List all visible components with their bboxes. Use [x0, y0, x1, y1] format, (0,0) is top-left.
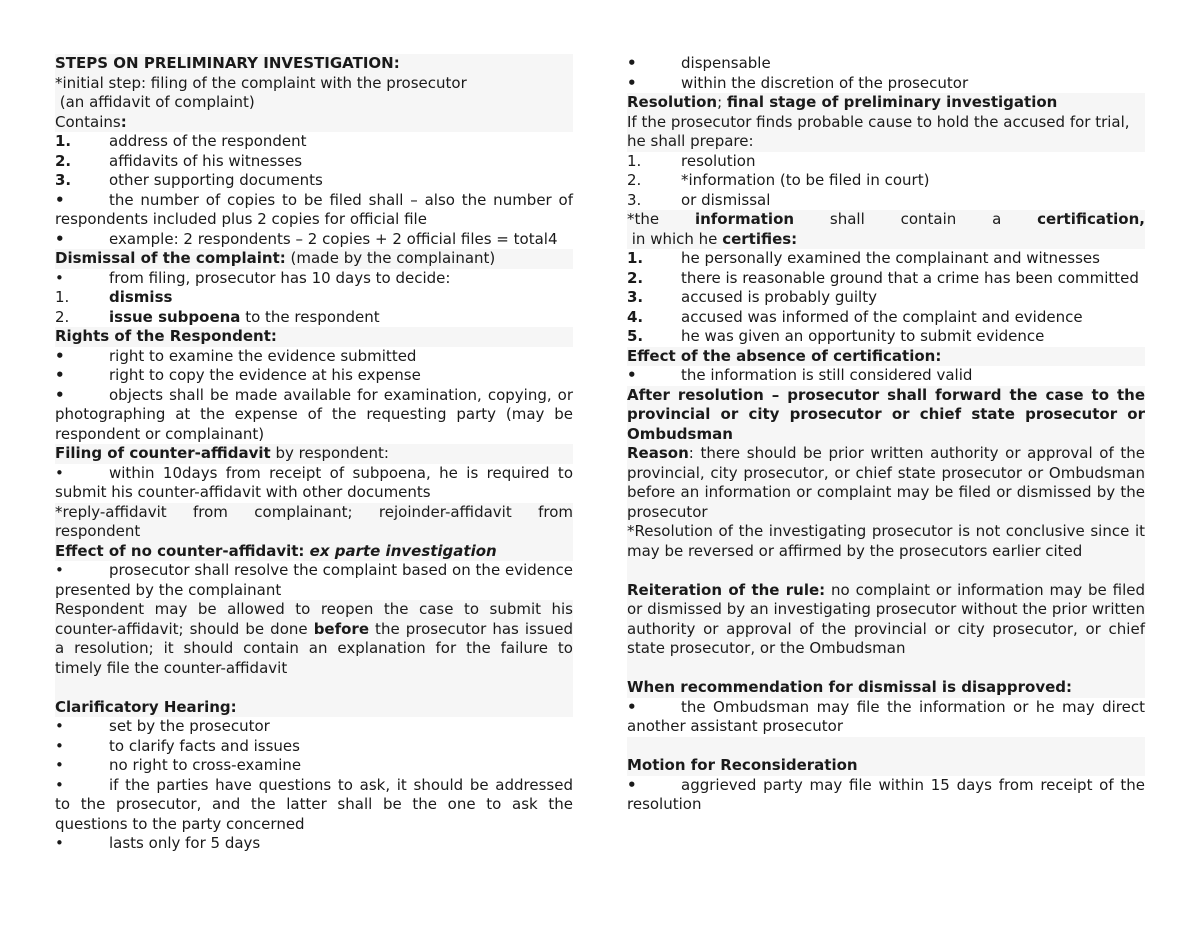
bullet-icon: •	[55, 834, 64, 852]
list-item: 2. affidavits of his witnesses	[55, 151, 303, 170]
clarificatory-item: • no right to cross-examine	[55, 756, 302, 774]
bullet-icon: •	[55, 268, 64, 287]
top-item: • dispensable	[627, 54, 771, 72]
decide-item-subpoena: 2. issue subpoena to the respondent	[55, 307, 380, 326]
bullet-icon: •	[55, 346, 65, 365]
resolve-bullet: • prosecutor shall resolve the complaint based on the evidence presented by the complainant	[55, 561, 573, 599]
bullet-icon: •	[55, 366, 65, 384]
certification-item: 4. accused was informed of the complaint and evidence	[627, 307, 1083, 326]
prepare-item: 3. or dismissal	[627, 190, 771, 209]
list-item: 1. address of the respondent	[55, 132, 307, 150]
clarificatory-item: • lasts only for 5 days	[55, 834, 261, 852]
absence-heading: Effect of the absence of certification:	[627, 347, 1145, 367]
after-resolution-heading: After resolution – prosecutor shall forward the case to the provincial or city prosecutor or chief state prosecutor or Ombudsman	[627, 385, 1145, 443]
list-item: 3. other supporting documents	[55, 171, 323, 189]
clarificatory-item: • if the parties have questions to ask, it should be addressed to the prosecutor, and the latter shall be the one to ask the questions to the party concerned	[55, 775, 573, 833]
initial-step: *initial step: filing of the complaint with the prosecutor	[55, 74, 573, 94]
bullet-icon: •	[627, 775, 637, 794]
certification-paragraph: *the information shall contain a certification, in which he certifies:	[627, 210, 1145, 248]
clarificatory-item: • set by the prosecutor	[55, 717, 270, 735]
counter-affidavit-heading: Filing of counter-affidavit by respondent:	[55, 444, 573, 464]
copies-bullet: • the number of copies to be filed shall – also the number of respondents included plus 2 copies for official file	[55, 190, 573, 228]
mfr-bullet: • aggrieved party may file within 15 days from receipt of the resolution	[627, 775, 1145, 813]
reiteration-paragraph: Reiteration of the rule: no complaint or information may be filed or dismissed by an investigating prosecutor without the prior written authority or approval of the provincial or city prosecutor, or chief state prosecutor, or the Ombudsman	[627, 580, 1146, 657]
clarificatory-heading: Clarificatory Hearing:	[55, 698, 573, 718]
absence-bullet: • the information is still considered valid	[627, 366, 973, 384]
prepare-item: 2. *information (to be filed in court)	[627, 171, 930, 189]
spacer	[55, 678, 573, 698]
rights-heading: Rights of the Respondent:	[55, 327, 573, 347]
affidavit-note: (an affidavit of complaint)	[55, 93, 573, 113]
rights-item: • objects shall be made available for examination, copying, or photographing at the expense of the requesting party (may be respondent or complainant)	[55, 385, 573, 443]
certification-item: 1. he personally examined the complainant and witnesses	[627, 249, 1100, 267]
certification-item: 2. there is reasonable ground that a crime has been committed	[627, 268, 1139, 287]
bullet-icon: •	[55, 229, 65, 248]
bullet-icon: •	[55, 463, 64, 482]
contains-label: Contains:	[55, 113, 573, 133]
no-counter-heading: Effect of no counter-affidavit: ex parte investigation	[55, 542, 573, 562]
example-bullet: • example: 2 respondents – 2 copies + 2 official files = total4	[55, 229, 558, 248]
prepare-item: 1. resolution	[627, 151, 756, 170]
right-column	[627, 54, 1145, 815]
disapproved-bullet: • the Ombudsman may file the information or he may direct another assistant prosecutor	[627, 697, 1145, 735]
bullet-icon: •	[55, 561, 64, 579]
top-item: • within the discretion of the prosecutor	[627, 73, 969, 92]
bullet-icon: •	[55, 717, 64, 735]
rights-item: • right to examine the evidence submitted	[55, 346, 417, 365]
reason-paragraph: Reason: there should be prior written authority or approval of the provincial, city prosecutor, or chief state prosecutor or Ombudsman before an information or complaint may be filed or dismissed by the prosecutor	[627, 444, 1145, 521]
mfr-heading: Motion for Reconsideration	[627, 756, 1145, 776]
certification-item: 3. accused is probably guilty	[627, 288, 877, 306]
dismissal-heading: Dismissal of the complaint: (made by the complainant)	[55, 249, 573, 269]
spacer	[627, 561, 1145, 581]
bullet-icon: •	[55, 756, 64, 774]
bullet-icon: •	[627, 73, 637, 92]
left-column	[55, 54, 573, 854]
spacer	[627, 737, 1145, 757]
bullet-icon: •	[55, 190, 65, 209]
resolution-heading: Resolution; final stage of preliminary investigation	[627, 93, 1145, 113]
spacer	[627, 659, 1145, 679]
bullet-icon: •	[627, 366, 637, 384]
rights-item: • right to copy the evidence at his expense	[55, 366, 421, 384]
filing-bullet: • from filing, prosecutor has 10 days to decide:	[55, 268, 451, 287]
bullet-icon: •	[55, 385, 65, 404]
not-conclusive-paragraph: *Resolution of the investigating prosecutor is not conclusive since it may be reversed or affirmed by the prosecutors earlier cited	[627, 522, 1145, 560]
decide-item-dismiss: 1. dismiss	[55, 288, 173, 306]
disapproved-heading: When recommendation for dismissal is disapproved:	[627, 678, 1145, 698]
bullet-icon: •	[55, 775, 64, 794]
clarificatory-item: • to clarify facts and issues	[55, 736, 300, 755]
bullet-icon: •	[55, 736, 64, 755]
reopen-paragraph: Respondent may be allowed to reopen the case to submit his counter-affidavit; should be done before the prosecutor has issued a resolution; it should contain an explanation for the failure to timely file the counter-affidavit	[55, 600, 573, 677]
reply-line: *reply-affidavit from complainant; rejoinder-affidavit from respondent	[55, 502, 573, 540]
probable-cause: If the prosecutor finds probable cause to hold the accused for trial, he shall prepare:	[627, 113, 1145, 152]
bullet-icon: •	[627, 54, 637, 72]
certification-item: 5. he was given an opportunity to submit evidence	[627, 327, 1045, 345]
bullet-icon: •	[627, 697, 637, 716]
section-title: STEPS ON PRELIMINARY INVESTIGATION:	[55, 54, 573, 74]
counter-bullet: • within 10days from receipt of subpoena, he is required to submit his counter-affidavit with other documents	[55, 463, 573, 501]
